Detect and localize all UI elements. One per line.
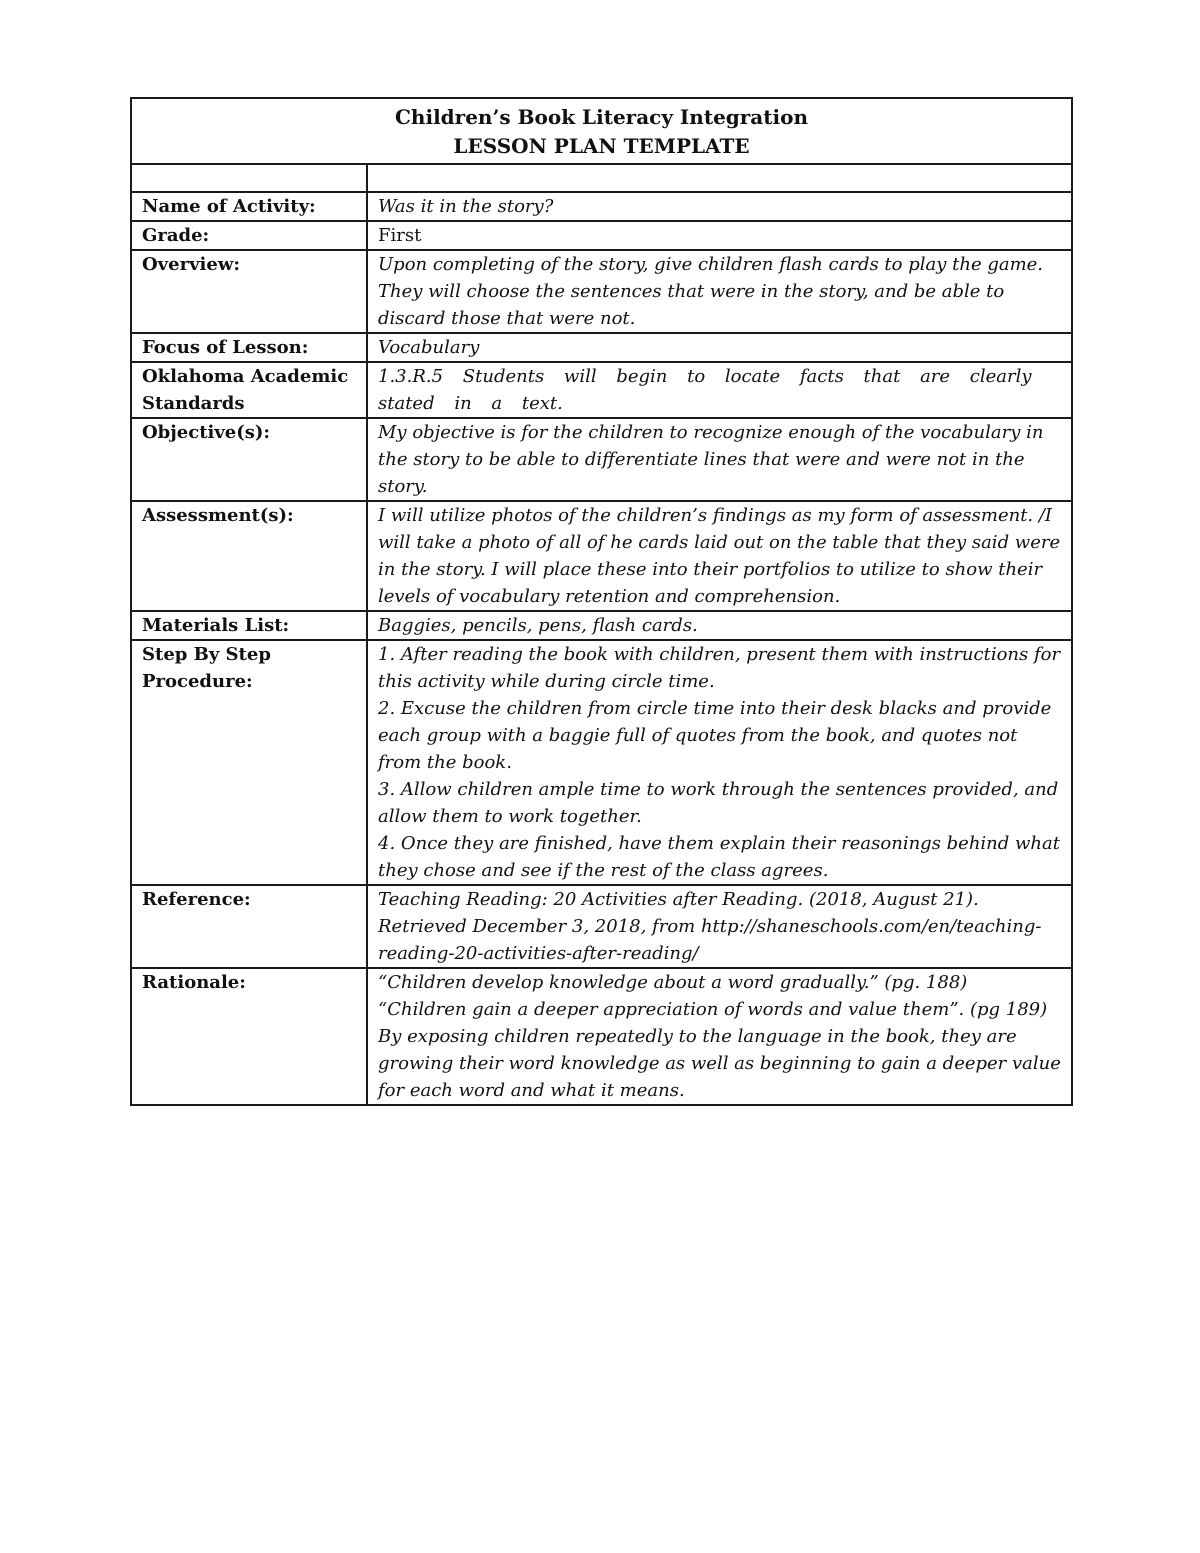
- blank-row: [131, 164, 1072, 192]
- objectives-label: Objective(s):: [131, 418, 367, 501]
- blank-label-cell: [131, 164, 367, 192]
- reference-value: Teaching Reading: 20 Activities after Reading. (2018, August 21). Retrieved December 3, 2018, from http://shaneschools.com/en/teaching-reading-20-activities-after-reading/: [367, 885, 1072, 968]
- blank-value-cell: [367, 164, 1072, 192]
- table-row-standards: [131, 362, 1072, 418]
- name-of-activity-value: Was it in the story?: [367, 192, 1072, 221]
- name-of-activity-label: Name of Activity:: [131, 192, 367, 221]
- title-row: [131, 98, 1072, 164]
- table-row-focus-of-lesson: [131, 333, 1072, 362]
- standards-label: Oklahoma Academic Standards: [131, 362, 367, 418]
- title-cell: [131, 98, 1072, 164]
- focus-of-lesson-value: Vocabulary: [367, 333, 1072, 362]
- assessments-value: I will utilize photos of the children’s findings as my form of assessment. /I will take a photo of all of he cards laid out on the table that they said were in the story. I will place these into their portfolios to utilize to show their levels of vocabulary retention and comprehension.: [367, 501, 1072, 611]
- document-title: Children’s Book Literacy Integration: [395, 105, 808, 129]
- standards-value: 1.3.R.5 Students will begin to locate facts that are clearly stated in a text.: [367, 362, 1072, 418]
- rationale-label: Rationale:: [131, 968, 367, 1105]
- materials-label: Materials List:: [131, 611, 367, 640]
- overview-value: Upon completing of the story, give children flash cards to play the game. They will choose the sentences that were in the story, and be able to discard those that were not.: [367, 250, 1072, 333]
- focus-of-lesson-label: Focus of Lesson:: [131, 333, 367, 362]
- rationale-value: “Children develop knowledge about a word gradually.” (pg. 188) “Children gain a deeper appreciation of words and value them”. (pg 189) By exposing children repeatedly to the language in the book, they are growing their word knowledge as well as beginning to gain a deeper value for each word and what it means.: [367, 968, 1072, 1105]
- procedure-value: 1. After reading the book with children, present them with instructions for this activity while during circle time. 2. Excuse the children from circle time into their desk blacks and provide each group with a baggie full of quotes from the book, and quotes not from the book. 3. Allow children ample time to work through the sentences provided, and allow them to work together. 4. Once they are finished, have them explain their reasonings behind what they chose and see if the rest of the class agrees.: [367, 640, 1072, 885]
- overview-label: Overview:: [131, 250, 367, 333]
- table-row-materials: [131, 611, 1072, 640]
- table-row-assessments: [131, 501, 1072, 611]
- table-row-reference: [131, 885, 1072, 968]
- grade-label: Grade:: [131, 221, 367, 250]
- assessments-label: Assessment(s):: [131, 501, 367, 611]
- table-row-objectives: [131, 418, 1072, 501]
- table-row-overview: [131, 250, 1072, 333]
- table-row-name-of-activity: [131, 192, 1072, 221]
- table-row-procedure: [131, 640, 1072, 885]
- table-row-rationale: [131, 968, 1072, 1105]
- objectives-value: My objective is for the children to recognize enough of the vocabulary in the story to be able to differentiate lines that were and were not in the story.: [367, 418, 1072, 501]
- lesson-plan-table: [130, 97, 1073, 1106]
- materials-value: Baggies, pencils, pens, flash cards.: [367, 611, 1072, 640]
- table-row-grade: [131, 221, 1072, 250]
- procedure-label: Step By Step Procedure:: [131, 640, 367, 885]
- document-subtitle: LESSON PLAN TEMPLATE: [453, 134, 750, 158]
- grade-value: First: [367, 221, 1072, 250]
- reference-label: Reference:: [131, 885, 367, 968]
